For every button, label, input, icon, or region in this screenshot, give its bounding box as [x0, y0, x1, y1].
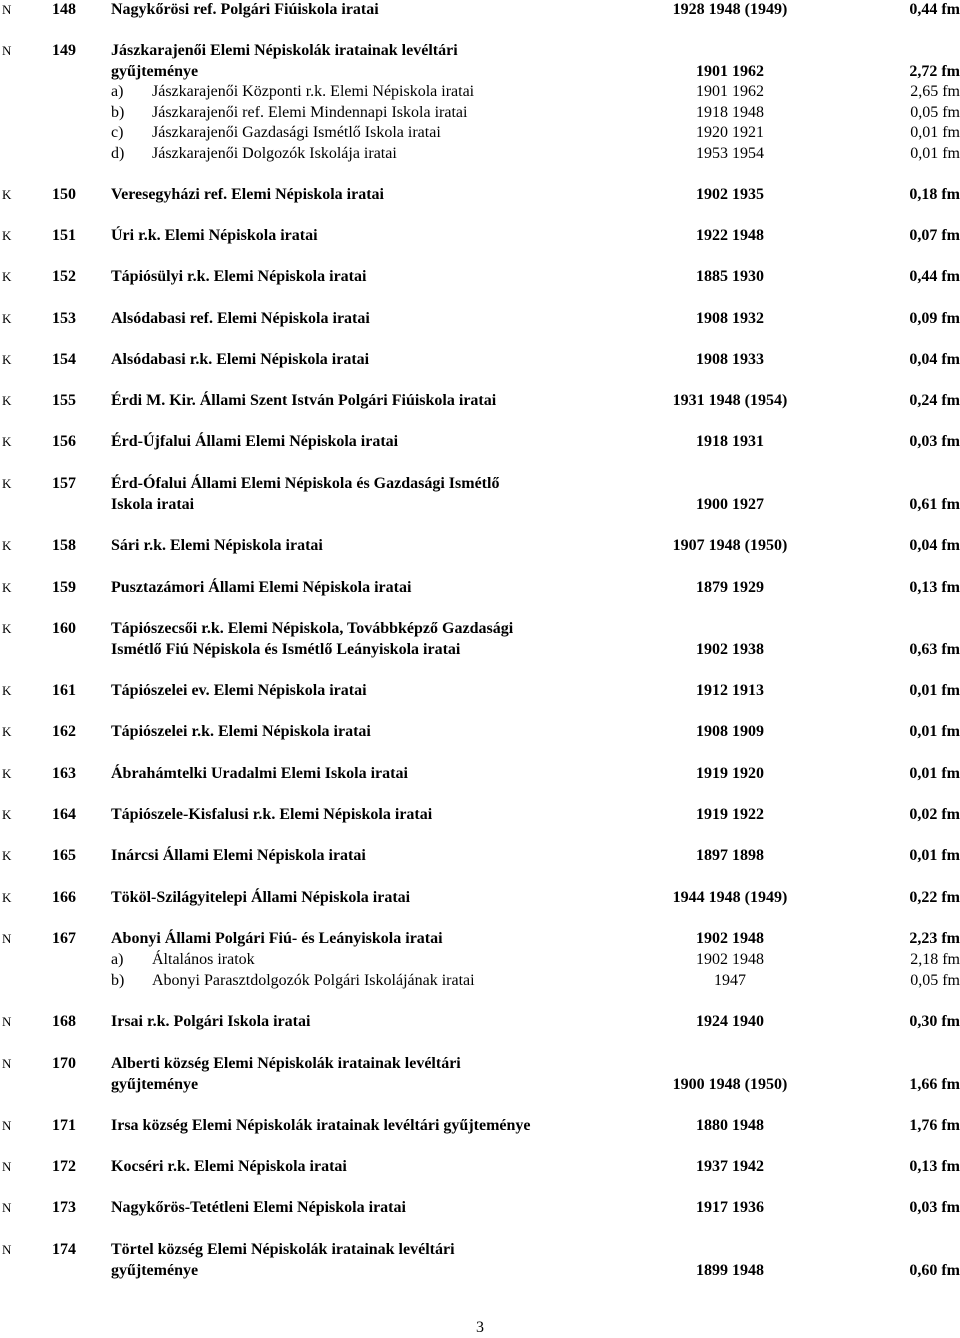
entry-size: 0,13 fm [909, 579, 960, 596]
entry-row [0, 1054, 960, 1074]
entry-title: Abonyi Állami Polgári Fiú- és Leányiskola iratai [111, 930, 443, 947]
entry-marker: N [2, 1118, 12, 1133]
entry-size: 1,66 fm [909, 1076, 960, 1093]
entry-title: Veresegyházi ref. Elemi Népiskola iratai [111, 186, 384, 203]
entry-row-continued [0, 1261, 960, 1281]
page-number: 3 [476, 1319, 484, 1336]
entry-years: 1919 1920 [696, 765, 764, 782]
entry-title-line1: Tápiószecsői r.k. Elemi Népiskola, Továbbképző Gazdasági [111, 620, 514, 637]
sub-entry-size: 0,01 fm [910, 145, 960, 162]
entry-title: Érdi M. Kir. Állami Szent István Polgári Fiúiskola iratai [111, 392, 497, 409]
entry-size: 0,01 fm [909, 765, 960, 782]
entry-row [0, 888, 960, 908]
entry-row [0, 185, 960, 205]
entry-number: 148 [52, 1, 76, 18]
entry-row [0, 619, 960, 639]
entry-marker: K [2, 848, 12, 863]
entry-number: 173 [52, 1199, 76, 1216]
entry-years: 1900 1927 [696, 496, 764, 513]
entry-number: 171 [52, 1117, 76, 1134]
entry-number: 167 [52, 930, 76, 947]
entry-years: 1885 1930 [696, 268, 764, 285]
entry-title: Pusztazámori Állami Elemi Népiskola iratai [111, 579, 412, 596]
sub-entry-row [0, 123, 960, 143]
sub-entry-size: 2,65 fm [910, 83, 960, 100]
entry-title: Tápiósülyi r.k. Elemi Népiskola iratai [111, 268, 367, 285]
entry-title: Irsai r.k. Polgári Iskola iratai [111, 1013, 311, 1030]
entry-years: 1902 1948 [696, 930, 764, 947]
entry-number: 174 [52, 1241, 76, 1258]
sub-entry-years: 1918 1948 [696, 104, 764, 121]
entry-title-line2: gyűjteménye [111, 63, 199, 80]
entry-row-continued [0, 62, 960, 82]
entry-years: 1879 1929 [696, 579, 764, 596]
entry-title-line1: Érd-Ófalui Állami Elemi Népiskola és Gazdasági Ismétlő [111, 475, 500, 492]
entry-title-line1: Törtel község Elemi Népiskolák iratainak levéltári [111, 1241, 455, 1258]
entry-size: 0,18 fm [909, 186, 960, 203]
entry-title-line2: Iskola iratai [111, 496, 195, 513]
entry-years: 1901 1962 [696, 63, 764, 80]
entry-number: 168 [52, 1013, 76, 1030]
sub-entry-label: a) [111, 83, 124, 100]
entry-marker: K [2, 766, 12, 781]
entry-row [0, 846, 960, 866]
entry-marker: K [2, 580, 12, 595]
entry-row [0, 226, 960, 246]
entry-years: 1922 1948 [696, 227, 764, 244]
sub-entry-years: 1902 1948 [696, 951, 764, 968]
entry-title: Inárcsi Állami Elemi Népiskola iratai [111, 847, 366, 864]
entry-row [0, 1198, 960, 1218]
entry-number: 154 [52, 351, 76, 368]
entry-title: Kocséri r.k. Elemi Népiskola iratai [111, 1158, 347, 1175]
sub-entry-row [0, 103, 960, 123]
entry-row [0, 1157, 960, 1177]
sub-entry-size: 0,01 fm [910, 124, 960, 141]
sub-entry-title: Jászkarajenői Gazdasági Ismétlő Iskola iratai [152, 124, 441, 141]
entry-row [0, 1116, 960, 1136]
sub-entry-label: c) [111, 124, 124, 141]
entry-marker: K [2, 187, 12, 202]
entry-marker: K [2, 621, 12, 636]
entry-marker: K [2, 890, 12, 905]
entry-title-line1: Jászkarajenői Elemi Népiskolák iratainak levéltári [111, 42, 458, 59]
entry-row [0, 681, 960, 701]
entry-years: 1931 1948 (1954) [672, 392, 788, 409]
entry-number: 155 [52, 392, 76, 409]
entry-size: 2,23 fm [909, 930, 960, 947]
entry-row [0, 764, 960, 784]
entry-marker: K [2, 352, 12, 367]
sub-entry-label: a) [111, 951, 124, 968]
entry-size: 0,13 fm [909, 1158, 960, 1175]
entry-years: 1928 1948 (1949) [672, 1, 788, 18]
entry-row [0, 350, 960, 370]
sub-entry-title: Jászkarajenői ref. Elemi Mindennapi Iskola iratai [152, 104, 468, 121]
entry-title: Érd-Újfalui Állami Elemi Népiskola iratai [111, 433, 399, 450]
entry-size: 2,72 fm [909, 63, 960, 80]
sub-entry-years: 1920 1921 [696, 124, 764, 141]
entry-years: 1924 1940 [696, 1013, 764, 1030]
entry-marker: N [2, 1014, 12, 1029]
entry-row [0, 432, 960, 452]
entry-marker: N [2, 1200, 12, 1215]
entry-row [0, 722, 960, 742]
sub-entry-title: Abonyi Parasztdolgozók Polgári Iskolájának iratai [152, 972, 475, 989]
entry-number: 165 [52, 847, 76, 864]
sub-entry-title: Jászkarajenői Dolgozók Iskolája iratai [152, 145, 397, 162]
entry-row-continued [0, 640, 960, 660]
entry-number: 156 [52, 433, 76, 450]
entry-row [0, 1240, 960, 1260]
entry-marker: K [2, 683, 12, 698]
entry-size: 0,30 fm [909, 1013, 960, 1030]
entry-number: 157 [52, 475, 76, 492]
entry-years: 1908 1933 [696, 351, 764, 368]
sub-entry-label: b) [111, 972, 125, 989]
entry-number: 158 [52, 537, 76, 554]
entry-marker: K [2, 538, 12, 553]
entry-years: 1902 1938 [696, 641, 764, 658]
sub-entry-size: 0,05 fm [910, 104, 960, 121]
entry-marker: K [2, 269, 12, 284]
entry-title: Nagykőrös-Tetétleni Elemi Népiskola iratai [111, 1199, 406, 1216]
entry-size: 0,44 fm [909, 268, 960, 285]
entry-marker: K [2, 476, 12, 491]
entry-number: 163 [52, 765, 76, 782]
entry-size: 0,61 fm [909, 496, 960, 513]
entry-marker: K [2, 393, 12, 408]
entry-title: Tököl-Szilágyitelepi Állami Népiskola iratai [111, 889, 411, 906]
entry-marker: N [2, 931, 12, 946]
sub-entry-row [0, 82, 960, 102]
entry-row [0, 267, 960, 287]
entry-title: Alsódabasi r.k. Elemi Népiskola iratai [111, 351, 370, 368]
entry-title: Nagykőrösi ref. Polgári Fiúiskola iratai [111, 1, 379, 18]
entry-size: 0,07 fm [909, 227, 960, 244]
entry-marker: N [2, 1056, 12, 1071]
entry-size: 0,01 fm [909, 847, 960, 864]
entry-marker: N [2, 2, 12, 17]
entry-row [0, 1012, 960, 1032]
entry-number: 170 [52, 1055, 76, 1072]
entry-row-continued [0, 495, 960, 515]
entry-size: 0,24 fm [909, 392, 960, 409]
entry-size: 0,44 fm [909, 1, 960, 18]
entry-size: 0,63 fm [909, 641, 960, 658]
entry-number: 150 [52, 186, 76, 203]
entry-years: 1944 1948 (1949) [672, 889, 788, 906]
entry-size: 0,22 fm [909, 889, 960, 906]
entry-size: 0,04 fm [909, 351, 960, 368]
entry-years: 1908 1932 [696, 310, 764, 327]
entry-years: 1880 1948 [696, 1117, 764, 1134]
entry-row [0, 309, 960, 329]
entry-number: 164 [52, 806, 76, 823]
entry-row [0, 474, 960, 494]
entry-number: 162 [52, 723, 76, 740]
entry-years: 1899 1948 [696, 1262, 764, 1279]
entry-years: 1907 1948 (1950) [672, 537, 788, 554]
entry-size: 0,01 fm [909, 682, 960, 699]
entry-size: 0,04 fm [909, 537, 960, 554]
entry-years: 1900 1948 (1950) [672, 1076, 788, 1093]
entry-marker: K [2, 434, 12, 449]
entry-size: 0,01 fm [909, 723, 960, 740]
entry-title: Úri r.k. Elemi Népiskola iratai [111, 227, 318, 244]
sub-entry-years: 1901 1962 [696, 83, 764, 100]
entry-title: Irsa község Elemi Népiskolák iratainak levéltári gyűjteménye [111, 1117, 531, 1134]
sub-entry-title: Jászkarajenői Központi r.k. Elemi Népiskola iratai [152, 83, 475, 100]
entry-row [0, 41, 960, 61]
entry-number: 153 [52, 310, 76, 327]
entry-title-line1: Alberti község Elemi Népiskolák iratainak levéltári [111, 1055, 461, 1072]
entry-size: 0,03 fm [909, 1199, 960, 1216]
sub-entry-years: 1953 1954 [696, 145, 764, 162]
entry-row [0, 578, 960, 598]
entry-title: Sári r.k. Elemi Népiskola iratai [111, 537, 323, 554]
entry-marker: K [2, 724, 12, 739]
entry-marker: N [2, 43, 12, 58]
sub-entry-row [0, 950, 960, 970]
entry-title: Alsódabasi ref. Elemi Népiskola iratai [111, 310, 370, 327]
entry-row [0, 0, 960, 20]
entry-size: 0,60 fm [909, 1262, 960, 1279]
entry-marker: N [2, 1242, 12, 1257]
entry-marker: K [2, 228, 12, 243]
entry-size: 0,02 fm [909, 806, 960, 823]
entry-title-line2: gyűjteménye [111, 1076, 199, 1093]
entry-title-line2: gyűjteménye [111, 1262, 199, 1279]
entry-title-line2: Ismétlő Fiú Népiskola és Ismétlő Leányiskola iratai [111, 641, 461, 658]
entry-years: 1897 1898 [696, 847, 764, 864]
entry-row [0, 929, 960, 949]
entry-title: Tápiószele-Kisfalusi r.k. Elemi Népiskola iratai [111, 806, 433, 823]
entry-title: Ábrahámtelki Uradalmi Elemi Iskola iratai [111, 765, 408, 782]
sub-entry-row [0, 971, 960, 991]
entry-number: 151 [52, 227, 76, 244]
sub-entry-years: 1947 [714, 972, 746, 989]
sub-entry-title: Általános iratok [152, 951, 255, 968]
entry-number: 166 [52, 889, 76, 906]
sub-entry-label: d) [111, 145, 125, 162]
entry-size: 0,03 fm [909, 433, 960, 450]
entry-years: 1917 1936 [696, 1199, 764, 1216]
entry-row [0, 391, 960, 411]
entry-number: 159 [52, 579, 76, 596]
entry-number: 172 [52, 1158, 76, 1175]
entry-years: 1912 1913 [696, 682, 764, 699]
entry-years: 1937 1942 [696, 1158, 764, 1175]
entry-years: 1919 1922 [696, 806, 764, 823]
entry-row [0, 536, 960, 556]
entry-number: 152 [52, 268, 76, 285]
entry-row-continued [0, 1075, 960, 1095]
entry-size: 0,09 fm [909, 310, 960, 327]
entry-title: Tápiószelei ev. Elemi Népiskola iratai [111, 682, 367, 699]
entry-number: 149 [52, 42, 76, 59]
sub-entry-label: b) [111, 104, 125, 121]
entry-marker: K [2, 311, 12, 326]
entry-row [0, 805, 960, 825]
entry-years: 1908 1909 [696, 723, 764, 740]
entry-marker: N [2, 1159, 12, 1174]
entry-marker: K [2, 807, 12, 822]
entry-number: 161 [52, 682, 76, 699]
sub-entry-size: 2,18 fm [910, 951, 960, 968]
entry-years: 1902 1935 [696, 186, 764, 203]
entry-title: Tápiószelei r.k. Elemi Népiskola iratai [111, 723, 371, 740]
entry-number: 160 [52, 620, 76, 637]
entry-years: 1918 1931 [696, 433, 764, 450]
sub-entry-row [0, 144, 960, 164]
sub-entry-size: 0,05 fm [910, 972, 960, 989]
entry-size: 1,76 fm [909, 1117, 960, 1134]
